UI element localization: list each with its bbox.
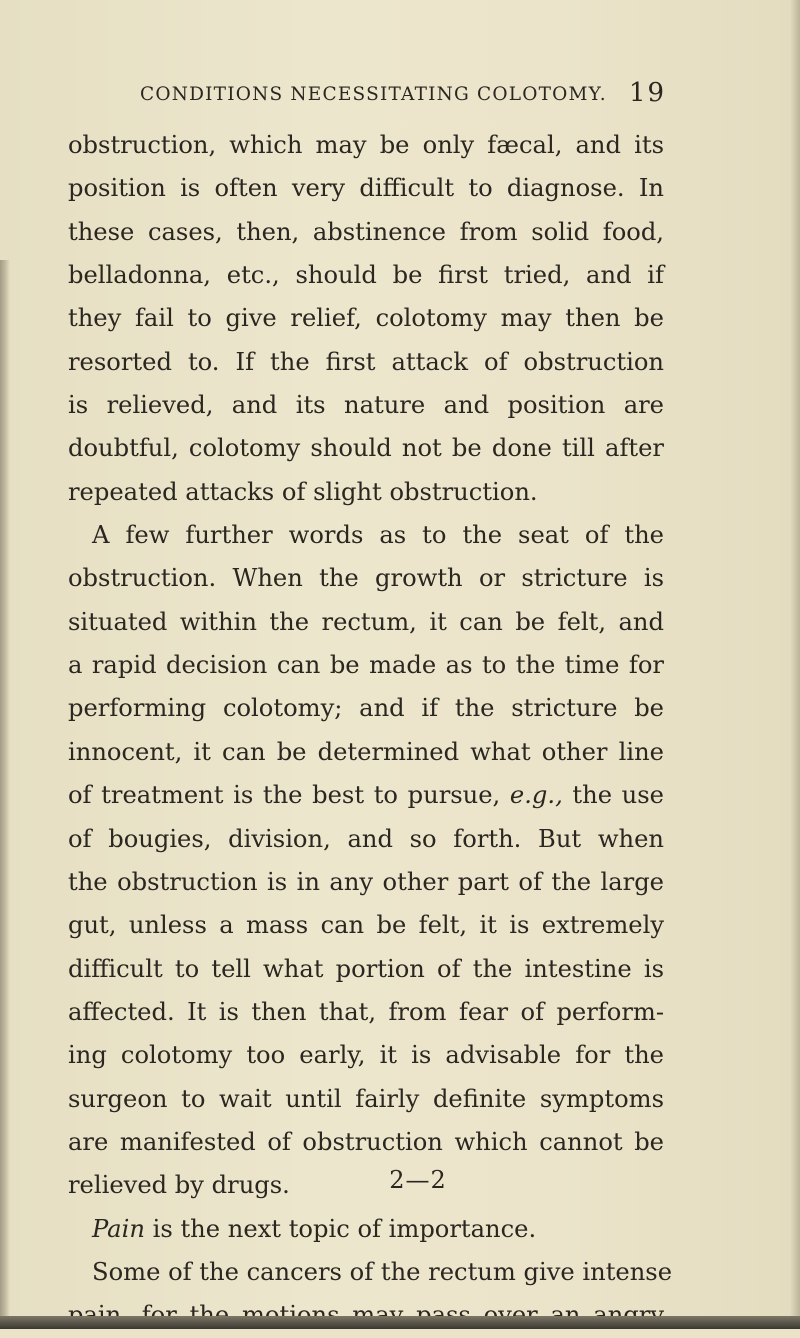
text-line: difficult to tell what portion of the intestine is — [68, 954, 664, 983]
text-line: obstruction. When the growth or stricture is — [68, 564, 664, 593]
page-bottom-edge — [0, 1316, 800, 1329]
text-line: are manifested of obstruction which cannot be — [68, 1127, 664, 1156]
page-header — [140, 78, 667, 112]
text-line: gut, unless a mass can be felt, it is extremely — [68, 911, 664, 940]
text-line: performing colotomy; and if the stricture be — [68, 694, 664, 723]
text-line: Some of the cancers of the rectum give intense — [92, 1257, 673, 1286]
text-line: resorted to. If the first attack of obstruction — [68, 347, 664, 376]
text-segment: the use — [562, 781, 664, 810]
text-line: repeated attacks of slight obstruction. — [68, 477, 538, 506]
page-edge — [790, 0, 800, 1329]
text-segment: is the next topic of importance. — [152, 1214, 537, 1243]
text-line-with-abbrev — [68, 774, 664, 817]
text-line: situated within the rectum, it can be felt, and — [68, 607, 664, 636]
page-number: 19 — [629, 78, 667, 108]
text-line: A few further words as to the seat of the — [92, 521, 664, 550]
text-line: belladonna, etc., should be first tried, and if — [68, 261, 664, 290]
text-line: a rapid decision can be made as to the time for — [68, 651, 664, 680]
text-line: affected. It is then that, from fear of perform- — [68, 997, 664, 1026]
text-line: doubtful, colotomy should not be done till after — [68, 434, 664, 463]
text-line-with-italic — [68, 1208, 664, 1251]
text-line: of bougies, division, and so forth. But when — [68, 824, 664, 853]
text-segment: of treatment is the best to pursue, — [68, 781, 501, 810]
body-text — [68, 124, 673, 1338]
text-line: these cases, then, abstinence from solid food, — [68, 217, 664, 246]
text-line: ing colotomy too early, it is advisable for the — [68, 1041, 664, 1070]
text-line: they fail to give relief, colotomy may then be — [68, 304, 664, 333]
text-line: surgeon to wait until fairly definite symptoms — [68, 1084, 664, 1113]
text-line: the obstruction is in any other part of the large — [68, 867, 664, 896]
text-line: relieved by drugs. — [68, 1171, 290, 1200]
signature-mark: 2—2 — [389, 1166, 447, 1194]
text-line: innocent, it can be determined what other line — [68, 737, 664, 766]
pain-word: Pain — [92, 1214, 145, 1243]
eg-abbreviation: e.g., — [509, 781, 563, 810]
running-title: CONDITIONS NECESSITATING COLOTOMY. — [140, 84, 607, 105]
text-line: position is often very difficult to diagnose. In — [68, 174, 664, 203]
text-line: obstruction, which may be only fæcal, and its — [68, 131, 664, 159]
binding-shadow — [0, 260, 10, 1320]
text-line: is relieved, and its nature and position are — [68, 391, 664, 420]
